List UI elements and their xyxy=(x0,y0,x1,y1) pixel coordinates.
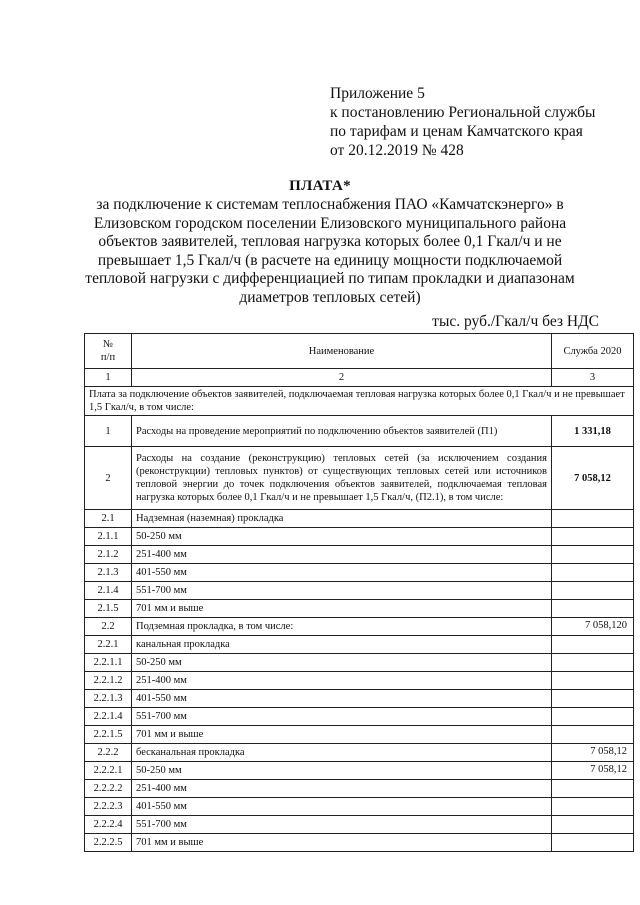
row-value xyxy=(552,834,634,852)
row-name: 50-250 мм xyxy=(132,654,552,672)
header-name: Наименование xyxy=(132,334,552,369)
units-label: тыс. руб./Гкал/ч без НДС xyxy=(432,313,599,330)
row-value xyxy=(552,654,634,672)
row-value xyxy=(552,708,634,726)
row-number: 2.1 xyxy=(85,510,132,528)
row-value xyxy=(552,582,634,600)
row-number: 2.2 xyxy=(85,618,132,636)
row-number: 2.1.4 xyxy=(85,582,132,600)
row-value xyxy=(552,690,634,708)
row-name: 401-550 мм xyxy=(132,690,552,708)
table-row xyxy=(85,726,634,744)
row-value xyxy=(552,564,634,582)
row-number: 1 xyxy=(85,416,132,447)
table-row xyxy=(85,690,634,708)
table-row xyxy=(85,416,634,447)
row-name: 401-550 мм xyxy=(132,798,552,816)
row-number: 2.2.1 xyxy=(85,636,132,654)
row-value: 7 058,120 xyxy=(552,618,634,636)
row-value xyxy=(552,600,634,618)
row-number: 2.2.2.2 xyxy=(85,780,132,798)
row-value xyxy=(552,528,634,546)
row-value xyxy=(552,816,634,834)
appendix-line: по тарифам и ценам Камчатского края xyxy=(330,123,583,140)
table-row xyxy=(85,582,634,600)
table-row xyxy=(85,510,634,528)
table-row xyxy=(85,798,634,816)
subtitle-line: диаметров тепловых сетей) xyxy=(239,288,421,306)
row-name: 251-400 мм xyxy=(132,780,552,798)
subtitle-line: превышает 1,5 Гкал/ч (в расчете на единицу мощности подключаемой xyxy=(97,251,563,269)
row-name: Подземная прокладка, в том числе: xyxy=(132,618,552,636)
table-row xyxy=(85,834,634,852)
table-section-row xyxy=(85,387,634,416)
row-number: 2.2.1.1 xyxy=(85,654,132,672)
row-number: 2.2.1.4 xyxy=(85,708,132,726)
section-title: Плата за подключение объектов заявителей, подключаемая тепловая нагрузка которых более 0,1 Гкал/ч и не превышает 1,5 Гкал/ч, в том числе: xyxy=(85,387,634,416)
table-row xyxy=(85,672,634,690)
row-number: 2.1.5 xyxy=(85,600,132,618)
row-name: 551-700 мм xyxy=(132,582,552,600)
row-value xyxy=(552,672,634,690)
subtitle-line: объектов заявителей, тепловая нагрузка которых более 0,1 Гкал/ч и не xyxy=(98,233,562,250)
row-value xyxy=(552,780,634,798)
row-name: Расходы на проведение мероприятий по подключению объектов заявителей (П1) xyxy=(132,416,552,447)
row-name: 50-250 мм xyxy=(132,528,552,546)
row-name: 251-400 мм xyxy=(132,546,552,564)
row-name: 551-700 мм xyxy=(132,816,552,834)
row-number: 2.2.2.1 xyxy=(85,762,132,780)
row-number: 2.2.2.3 xyxy=(85,798,132,816)
row-name: Расходы на создание (реконструкцию) тепловых сетей (за исключением создания (реконструкции) тепловых пунктов) от существующих тепловых сетей или источников тепловой энергии до точек подключения объектов заявителей, подключаемая тепловая нагрузка которых более 0,1 Гкал/ч и не превышает 1,5 Гкал/ч, (П2.1), в том числе: xyxy=(132,447,552,510)
row-number: 2.2.1.5 xyxy=(85,726,132,744)
table-row xyxy=(85,600,634,618)
table-index-row xyxy=(85,369,634,387)
row-number: 2 xyxy=(85,447,132,510)
row-name: 251-400 мм xyxy=(132,672,552,690)
document-title: ПЛАТА* xyxy=(289,178,351,194)
row-number: 2.2.1.3 xyxy=(85,690,132,708)
row-name: 701 мм и выше xyxy=(132,834,552,852)
row-value xyxy=(552,546,634,564)
index-num: 1 xyxy=(85,369,132,387)
row-name: канальная прокладка xyxy=(132,636,552,654)
table-row xyxy=(85,708,634,726)
header-num: № п/п xyxy=(85,334,132,369)
row-value: 7 058,12 xyxy=(552,447,634,510)
table-row xyxy=(85,618,634,636)
row-value xyxy=(552,636,634,654)
row-name: 401-550 мм xyxy=(132,564,552,582)
appendix-line: к постановлению Региональной службы xyxy=(330,104,596,121)
row-value xyxy=(552,798,634,816)
row-name: 701 мм и выше xyxy=(132,726,552,744)
table-row xyxy=(85,447,634,510)
row-number: 2.2.2 xyxy=(85,744,132,762)
row-number: 2.2.1.2 xyxy=(85,672,132,690)
row-value: 7 058,12 xyxy=(552,744,634,762)
subtitle-line: тепловой нагрузки с дифференциацией по типам прокладки и диапазонам xyxy=(85,270,575,287)
table-row xyxy=(85,528,634,546)
subtitle-line: Елизовском городском поселении Елизовского муниципального района xyxy=(93,214,567,232)
subtitle-line: за подключение к системам теплоснабжения ПАО «Камчатскэнерго» в xyxy=(96,196,564,213)
table-row xyxy=(85,564,634,582)
table-row xyxy=(85,744,634,762)
table-row xyxy=(85,816,634,834)
index-value: 3 xyxy=(552,369,634,387)
table-header-row xyxy=(85,334,634,369)
appendix-line: Приложение 5 xyxy=(330,85,425,102)
appendix-line: от 20.12.2019 № 428 xyxy=(330,142,464,159)
row-value xyxy=(552,510,634,528)
header-value: Служба 2020 xyxy=(552,334,634,369)
row-name: 701 мм и выше xyxy=(132,600,552,618)
table-row xyxy=(85,654,634,672)
table-row xyxy=(85,546,634,564)
document-subtitle xyxy=(80,196,580,307)
row-number: 2.1.1 xyxy=(85,528,132,546)
appendix-header xyxy=(330,84,595,160)
row-name: Надземная (наземная) прокладка xyxy=(132,510,552,528)
row-value: 1 331,18 xyxy=(552,416,634,447)
row-value xyxy=(552,726,634,744)
table-row xyxy=(85,636,634,654)
table-row xyxy=(85,762,634,780)
table-row xyxy=(85,780,634,798)
row-value: 7 058,12 xyxy=(552,762,634,780)
row-number: 2.1.2 xyxy=(85,546,132,564)
index-name: 2 xyxy=(132,369,552,387)
row-number: 2.2.2.5 xyxy=(85,834,132,852)
row-number: 2.1.3 xyxy=(85,564,132,582)
tariff-table xyxy=(84,333,634,852)
row-name: 50-250 мм xyxy=(132,762,552,780)
row-name: бесканальная прокладка xyxy=(132,744,552,762)
row-number: 2.2.2.4 xyxy=(85,816,132,834)
row-name: 551-700 мм xyxy=(132,708,552,726)
